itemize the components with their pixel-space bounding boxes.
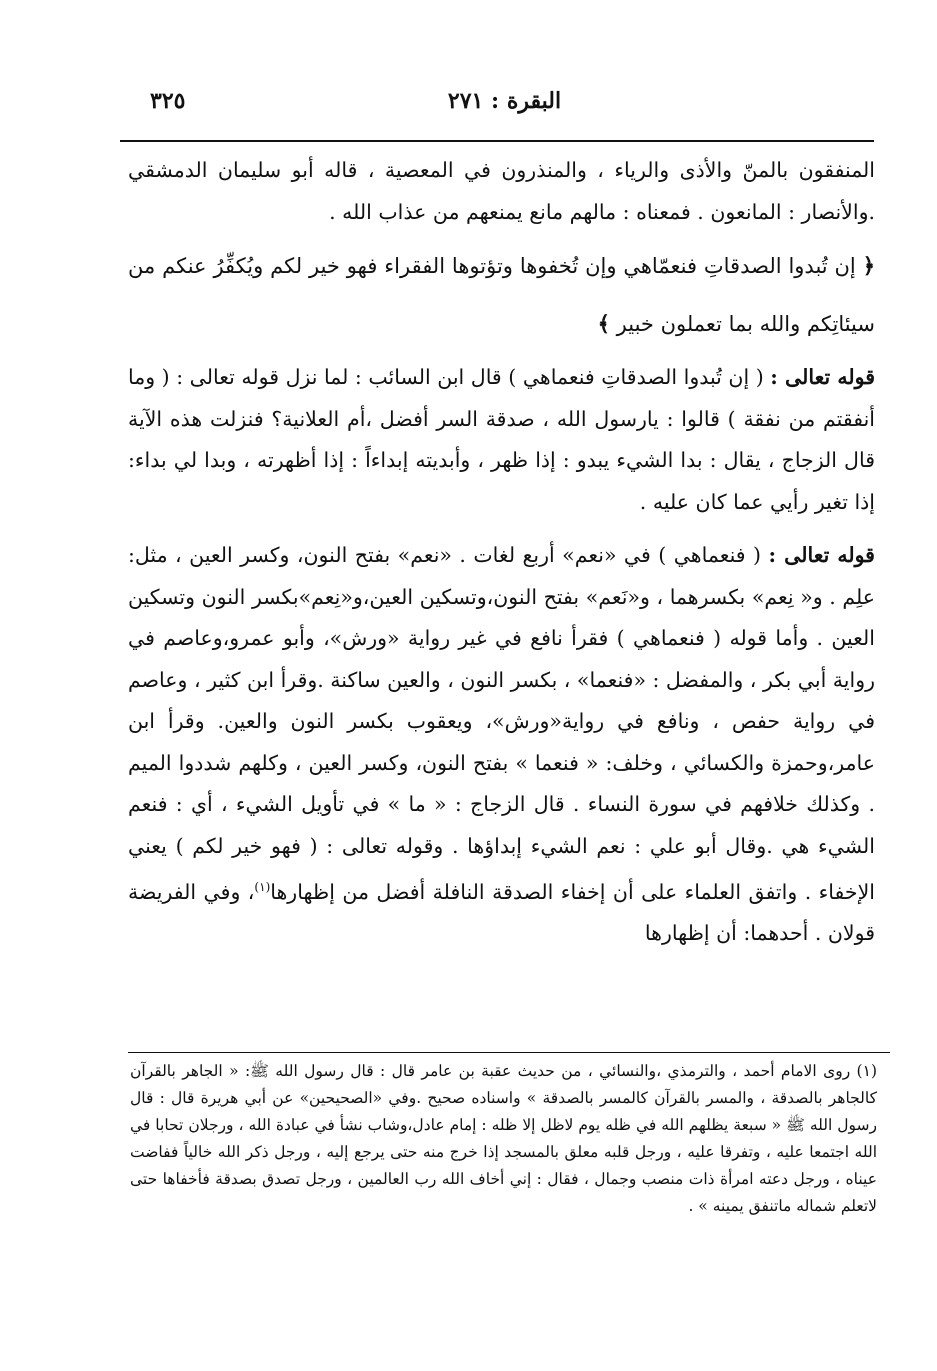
- footnote-divider: [128, 1052, 890, 1053]
- lead-phrase: قوله تعالى :: [770, 365, 875, 389]
- paragraph-text-end: ، وفي الفريضة قولان . أحدهما: أن إظهارها: [128, 879, 875, 946]
- verse-text: إن تُبدوا الصدقاتِ فنعمّاهي وإن تُخفوها وتؤتوها الفقراء فهو خير لكم ويُكفِّرُ عنكم من سيئاتِكم والله بما تعملون خبير: [128, 254, 875, 336]
- surah-verse-title: البقرة : ٢٧١: [447, 88, 562, 114]
- paragraph-text: ( فنعماهي ) في «نعم» أربع لغات . «نعم» بفتح النون، وكسر العين ، مثل: علِم . و« نِعم» بكسرهما ، و«نَعم» بفتح النون،وتسكين العين،و«نِعم»بكسر النون وتسكين العين . وأما قوله ( فنعماهي ) فقرأ نافع في غير رواية «ورش»، وأبو عمرو،وعاصم في رواية أبي بكر ، والمفضل : «فنعما» ، بكسر النون ، والعين ساكنة .وقرأ ابن كثير ، وعاصم في رواية حفص ، ونافع في رواية«ورش»، ويعقوب بكسر النون والعين. وقرأ ابن عامر،وحمزة والكسائي ، وخلف: « فنعما » بفتح النون، وكسر العين ، وكلهم شددوا الميم . وكذلك خلافهم في سورة النساء . قال الزجاج : « ما » في تأويل الشيء ، أي : فنعم الشيء هي .وقال أبو علي : نعم الشيء إبداؤها . وقوله تعالى : ( فهو خير لكم ) يعني الإخفاء . واتفق العلماء على أن إخفاء الصدقة النافلة أفضل من إظهارها: [128, 543, 875, 904]
- header-divider: [120, 140, 874, 142]
- paragraph-intro: المنفقون بالمنّ والأذى والرياء ، والمنذرون في المعصية ، قاله أبو سليمان الدمشقي .والأنصار : المانعون . فمعناه : مالهم مانع يمنعهم من عذاب الله .: [128, 158, 875, 224]
- page-header: [140, 88, 869, 128]
- quran-verse: [128, 237, 875, 353]
- main-text: [128, 150, 875, 955]
- verse-close-bracket: ﴾: [597, 311, 610, 336]
- verse-open-bracket: ﴿: [862, 253, 875, 278]
- footnote-reference[interactable]: (١): [254, 880, 271, 894]
- paragraph-text: ( إن تُبدوا الصدقاتِ فنعماهي ) قال ابن السائب : لما نزل قوله تعالى : ( وما أنفقتم من نفقة ) قالوا : يارسول الله ، صدقة السر أفضل ،أم العلانية؟ فنزلت هذه الآية قال الزجاج ، يقال : بدا الشيء يبدو : إذا ظهر ، وأبديته إبداءاً : إذا أظهرته ، وبدا لي بداء: إذا تغير رأيي عما كان عليه .: [128, 365, 875, 514]
- page-number: ٣٢٥: [150, 88, 186, 114]
- paragraph-commentary-1: [128, 357, 875, 523]
- footnote: (١) روى الامام أحمد ، والترمذي ،والنسائي ، من حديث عقبة بن عامر قال : قال رسول الله ﷺ: « الجاهر بالقرآن كالجاهر بالصدقة ، والمسر بالقرآن كالمسر بالصدقة » واسناده صحيح .وفي «الصحيحين» عن أبي هريرة قال : قال رسول الله ﷺ « سبعة يظلهم الله في ظله يوم لاظل إلا ظله : إمام عادل،وشاب نشأ في عبادة الله ، ورجلان تحابا في الله اجتمعا عليه ، وتفرقا عليه ، ورجل قلبه معلق بالمسجد إذا خرج منه حتى يرجع إليه ، ورجل ذكر الله خالياً ففاضت عيناه ، ورجل دعته امرأة ذات منصب وجمال ، فقال : إني أخاف الله رب العالمين ، ورجل تصدق بصدقة فأخفاها حتى لاتعلم شماله ماتنفق يمينه » .: [130, 1062, 877, 1215]
- paragraph-commentary-2: [128, 535, 875, 955]
- lead-phrase: قوله تعالى :: [768, 543, 875, 567]
